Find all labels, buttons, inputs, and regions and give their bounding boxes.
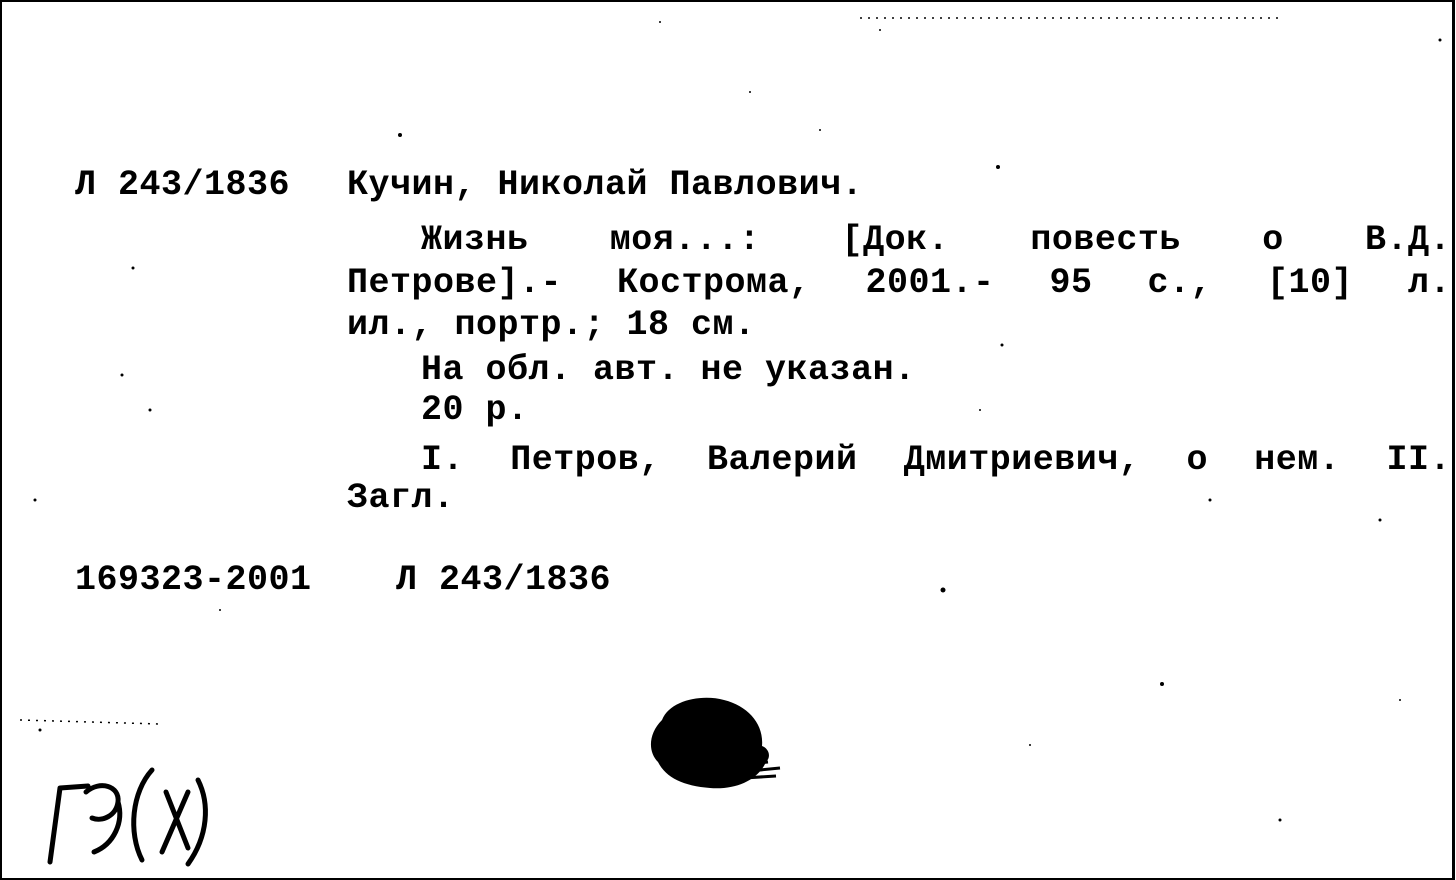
title-word: с., <box>1147 263 1213 303</box>
entry-word: Петров, <box>510 440 661 480</box>
entries-line-1 <box>421 440 1451 480</box>
title-word: 95 <box>1049 263 1093 303</box>
entry-word: II. <box>1386 440 1451 480</box>
entry-word: Дмитриевич, <box>903 440 1141 480</box>
entry-word: I. <box>421 440 465 480</box>
entry-word: Валерий <box>706 440 858 480</box>
entry-word: нем. <box>1254 440 1341 480</box>
title-word: Жизнь <box>421 220 529 260</box>
title-word: л. <box>1407 263 1451 303</box>
title-word: Петрове].- <box>347 263 563 303</box>
ink-blot <box>640 690 790 800</box>
call-number: Л 243/1836 <box>75 165 291 205</box>
shelf-mark: Л 243/1836 <box>396 560 612 600</box>
title-word: повесть <box>1030 220 1181 260</box>
title-line-2 <box>347 263 1451 303</box>
entries-line-2: Загл. <box>347 478 455 518</box>
accession-number: 169323-2001 <box>75 560 312 600</box>
entry-word: о <box>1186 440 1209 480</box>
title-word: Кострома, <box>617 263 811 303</box>
title-word: [10] <box>1266 263 1353 303</box>
author-heading: Кучин, Николай Павлович. <box>347 165 864 205</box>
title-word: В.Д. <box>1364 220 1451 260</box>
physical-description: ил., портр.; 18 см. <box>347 305 756 345</box>
title-word: [Док. <box>841 220 950 260</box>
title-word: 2001.- <box>865 263 995 303</box>
title-word: о <box>1262 220 1284 260</box>
price: 20 р. <box>421 390 529 430</box>
title-word: моя...: <box>609 220 761 260</box>
title-line-1 <box>421 220 1451 260</box>
note: На обл. авт. не указан. <box>421 350 916 390</box>
handwritten-mark <box>28 752 218 872</box>
